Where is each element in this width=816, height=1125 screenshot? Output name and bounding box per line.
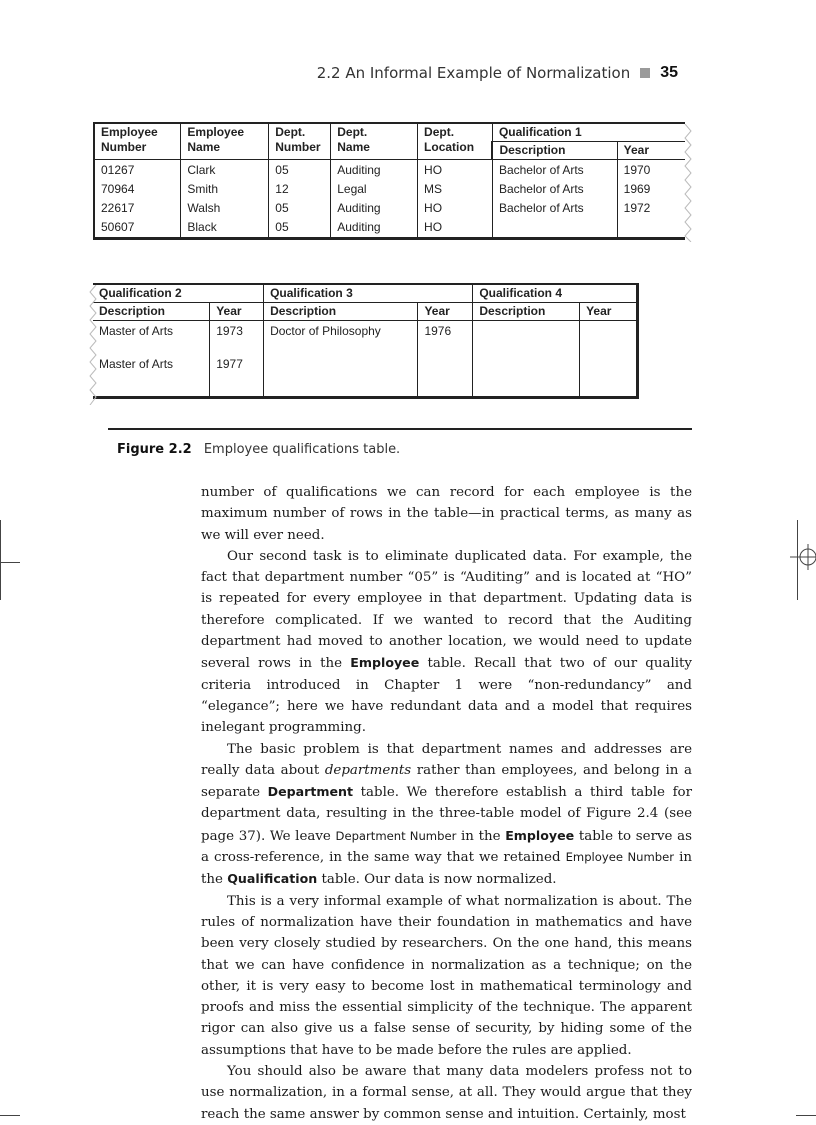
table-row (94, 217, 685, 239)
header-description: Description (473, 303, 580, 321)
table-cell (264, 354, 418, 373)
crop-mark (0, 520, 1, 600)
table-cell: Bachelor of Arts (492, 160, 617, 180)
table-cell (580, 340, 638, 354)
employee-qualifications-table-part-2 (93, 283, 639, 399)
header-qualification-4: Qualification 4 (473, 284, 638, 303)
table-row (93, 321, 638, 341)
table-cell (617, 217, 685, 239)
table-cell: Legal (331, 179, 418, 198)
header-qualification-3: Qualification 3 (264, 284, 473, 303)
table-cell: 22617 (94, 198, 181, 217)
table-cell (418, 340, 473, 354)
table-name-employee: Employee (350, 655, 420, 671)
table-row (94, 179, 685, 198)
table-cell: 05 (269, 160, 331, 180)
header-qualification-2: Qualification 2 (93, 284, 264, 303)
header-description: Description (492, 142, 617, 160)
header-description: Description (264, 303, 418, 321)
crop-mark (0, 562, 20, 563)
table-cell: 1973 (210, 321, 264, 341)
header-dept-location: Dept. Location (418, 123, 493, 160)
table-cell: HO (418, 160, 493, 180)
emphasis: departments (324, 762, 412, 778)
table-cell: Auditing (331, 217, 418, 239)
table-cell: Auditing (331, 160, 418, 180)
table-cell: Black (181, 217, 269, 239)
paragraph: number of qualifications we can record for each employee is the maximum number of rows in the table—in practical terms, as many as we will ever need. (201, 485, 692, 543)
paragraph: You should also be aware that many data modelers profess not to use normalization, in a formal sense, at all. They would argue that they reach the same answer by common sense and intuition. Certainly, most (201, 1064, 692, 1122)
table-cell: HO (418, 217, 493, 239)
body-text (201, 482, 692, 1125)
table-name-employee: Employee (505, 827, 575, 843)
table-cell (210, 340, 264, 354)
table-cell (580, 373, 638, 398)
figure-label: Figure 2.2 (117, 442, 192, 457)
column-name-department-number: Department Number (335, 828, 457, 843)
table-cell: HO (418, 198, 493, 217)
table-cell: Bachelor of Arts (492, 198, 617, 217)
table-cell (418, 373, 473, 398)
table-cell: Master of Arts (99, 356, 174, 371)
table-cell: 05 (269, 217, 331, 239)
table-row (93, 373, 638, 398)
header-dept-name: Dept. Name (331, 123, 418, 160)
header-year: Year (617, 142, 685, 160)
table-cell: Bachelor of Arts (492, 179, 617, 198)
table-cell: Walsh (181, 198, 269, 217)
paragraph: This is a very informal example of what normalization is about. The rules of normalization have their foundation in mathematics and have been very closely studied by researchers. On the one hand, this means that we can have confidence in normalization as a technique; on the other, it is very easy to become lost in mathematical terminology and proofs and miss the essential simplicity of the technique. The apparent rigor can also give us a false sense of security, by hiding some of the assumptions that have to be made before the rules are applied. (201, 893, 692, 1058)
page-number: 35 (660, 64, 678, 81)
registration-mark-icon (790, 544, 816, 570)
figure-caption-text: Employee qualifications table. (203, 442, 401, 457)
table-cell (473, 321, 580, 341)
table-name-department: Department (267, 784, 354, 800)
table-row (94, 198, 685, 217)
table-cell (580, 354, 638, 373)
table-cell (93, 373, 210, 398)
table-name-qualification: Qualification (227, 871, 318, 887)
header-description: Description (93, 303, 210, 321)
employee-qualifications-table-part-1 (93, 122, 685, 240)
table-cell: Master of Arts (99, 323, 174, 338)
table-cell: 01267 (94, 160, 181, 180)
header-year: Year (580, 303, 638, 321)
table-cell: 50607 (94, 217, 181, 239)
running-title: 2.2 An Informal Example of Normalization (316, 64, 631, 82)
table-cell: 1972 (617, 198, 685, 217)
table-cell (418, 354, 473, 373)
crop-mark (797, 520, 798, 600)
header-year: Year (418, 303, 473, 321)
table-cell: Smith (181, 179, 269, 198)
table-cell: 05 (269, 198, 331, 217)
table-cell (264, 373, 418, 398)
table-break-left-edge (88, 285, 98, 405)
table-cell: Auditing (331, 198, 418, 217)
column-name-employee-number: Employee Number (565, 850, 675, 865)
header-employee-name: Employee Name (181, 123, 269, 160)
table-cell: 1969 (617, 179, 685, 198)
table-row (93, 354, 638, 373)
header-dept-number: Dept. Number (269, 123, 331, 160)
paragraph: Our second task is to eliminate duplicated data. For example, the fact that department number “05” is “Auditing” and is located at “HO” is repeated for every employee in that department. Updating data is therefore complicated. If we wanted to record that the Auditing department had moved to another location, we would need to update several rows in the Employee table. Recall that two of our quality criteria introduced in Chapter 1 were “non-redundancy” and “elegance”; here we have redundant data and a model that requires inelegant programming. (201, 548, 692, 736)
header-year: Year (210, 303, 264, 321)
table-break-right-edge (683, 124, 693, 242)
table-cell (492, 217, 617, 239)
table-cell: Doctor of Philosophy (264, 321, 418, 341)
table-row (93, 340, 638, 354)
crop-mark (796, 1115, 816, 1116)
table-cell (210, 373, 264, 398)
paragraph: The basic problem is that department names and addresses are really data about departments rather than employees, and belong in a separate Department table. We therefore establish a third table for department data, resulting in the three-table model of Figure 2.4 (see page 37). We leave Department Number in the Employee table to serve as a cross-reference, in the same way that we retained Employee Number in the Qualification table. Our data is now normalized. (201, 741, 692, 888)
table-cell (473, 373, 580, 398)
table-cell: 1976 (418, 321, 473, 341)
table-cell (93, 340, 210, 354)
table-cell: Clark (181, 160, 269, 180)
table-cell (264, 340, 418, 354)
table-row (94, 160, 685, 180)
table-cell: MS (418, 179, 493, 198)
header-employee-number: Employee Number (94, 123, 181, 160)
table-cell: 1977 (210, 354, 264, 373)
square-bullet-icon (640, 68, 650, 78)
running-head (317, 64, 678, 82)
table-cell: 70964 (94, 179, 181, 198)
header-qualification-1: Qualification 1 (492, 123, 685, 142)
table-cell (473, 340, 580, 354)
table-cell (473, 354, 580, 373)
crop-mark (0, 1115, 20, 1116)
figure-rule (108, 428, 692, 430)
table-cell: 12 (269, 179, 331, 198)
table-cell (580, 321, 638, 341)
figure-caption (117, 442, 400, 457)
table-cell: 1970 (617, 160, 685, 180)
